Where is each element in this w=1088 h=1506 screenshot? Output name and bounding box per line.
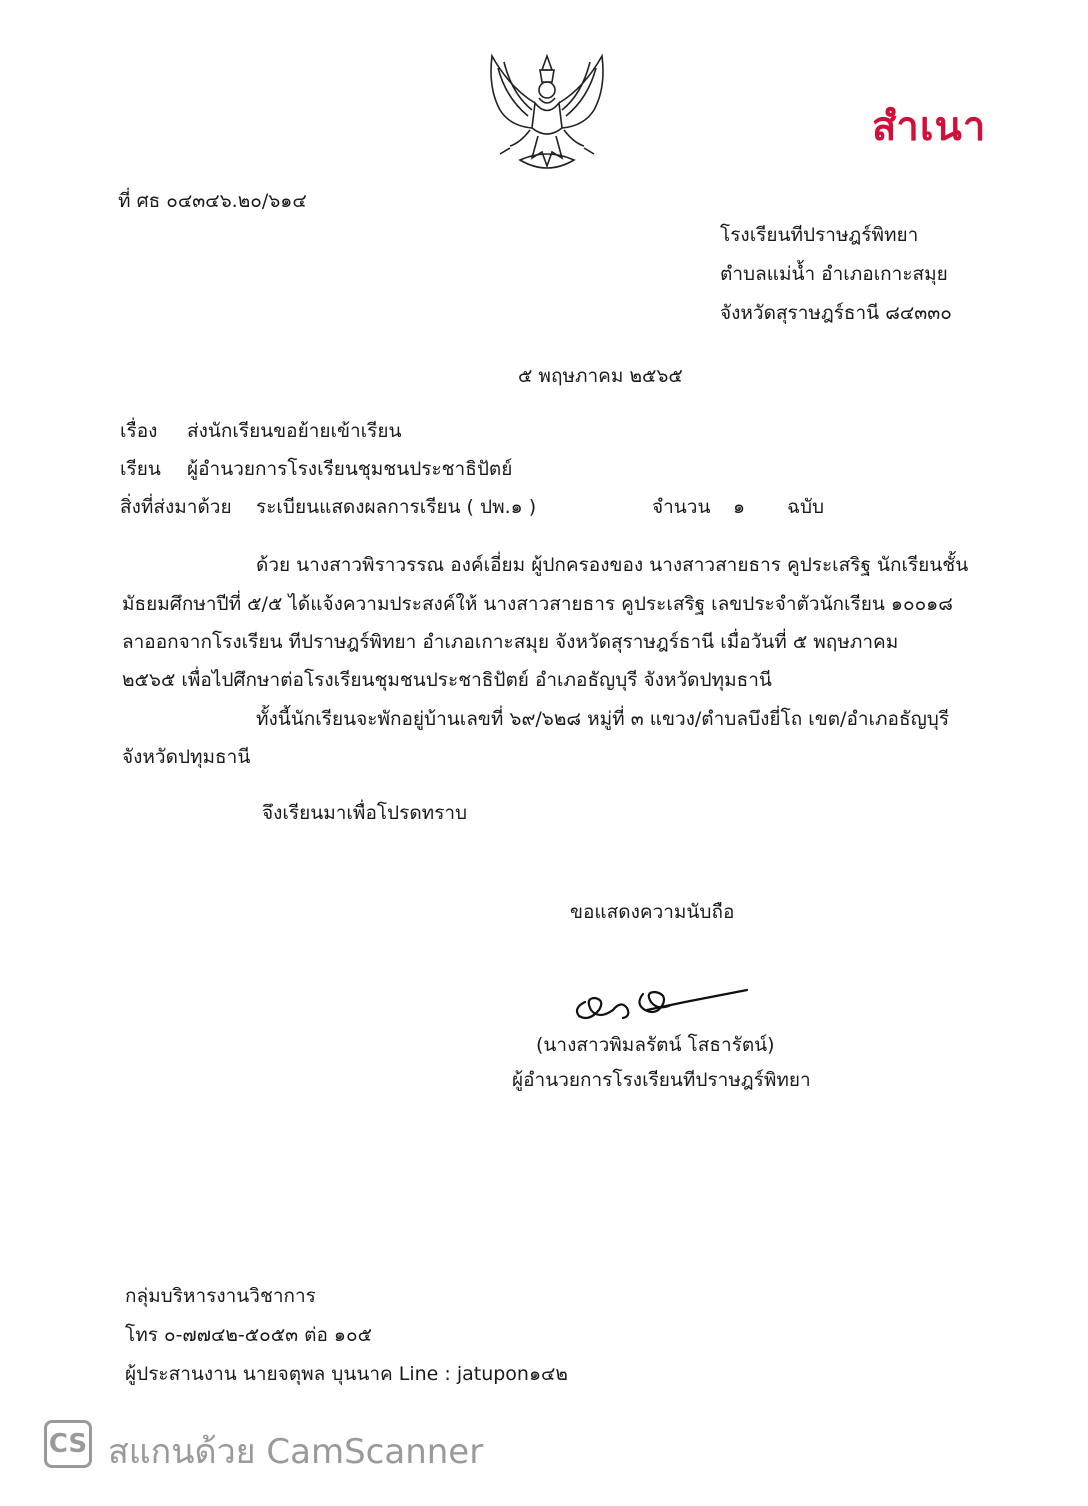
letter-date: ๕ พฤษภาคม ๒๕๖๕ — [518, 365, 683, 387]
subject-text: ส่งนักเรียนขอย้ายเข้าเรียน — [187, 420, 402, 442]
school-subdistrict: ตำบลแม่น้ำ อำเภอเกาะสมุย — [720, 263, 948, 285]
school-province: จังหวัดสุราษฎร์ธานี ๘๔๓๓๐ — [720, 302, 952, 324]
school-name: โรงเรียนทีปราษฎร์พิทยา — [720, 224, 919, 246]
recipient-text: ผู้อำนวยการโรงเรียนชุมชนประชาธิปัตย์ — [187, 458, 513, 480]
recipient-label: เรียน — [120, 458, 161, 480]
body-line: ด้วย นางสาวพิราวรรณ องค์เอี่ยม ผู้ปกครองของ นางสาวสายธาร คูประเสริฐ นักเรียนชั้น — [256, 554, 969, 576]
footer-coordinator: ผู้ประสานงาน นายจตุพล บุนนาค Line : jatupon๑๔๒ — [125, 1363, 568, 1385]
subject-label: เรื่อง — [120, 420, 158, 442]
footer-department: กลุ่มบริหารงานวิชาการ — [125, 1285, 316, 1307]
quantity-value: ๑ — [733, 496, 746, 518]
body-line: ทั้งนี้นักเรียนจะพักอยู่บ้านเลขที่ ๖๙/๖๒๘ หมู่ที่ ๓ แขวง/ตำบลบึงยี่โถ เขต/อำเภอธัญบุรี — [256, 708, 950, 730]
camscanner-logo-icon: CS — [44, 1420, 92, 1468]
enclosure-text: ระเบียนแสดงผลการเรียน ( ปพ.๑ ) — [256, 496, 537, 518]
body-line: มัธยมศึกษาปีที่ ๕/๕ ได้แจ้งความประสงค์ให้ นางสาวสายธาร คูประเสริฐ เลขประจำตัวนักเรียน ๑๐๐๑๘ — [122, 593, 953, 615]
regards-line: ขอแสดงความนับถือ — [570, 901, 735, 923]
garuda-emblem — [480, 48, 615, 183]
footer-phone: โทร ๐-๗๗๔๒-๕๐๕๓ ต่อ ๑๐๕ — [125, 1324, 372, 1346]
body-line: ๒๕๖๕ เพื่อไปศึกษาต่อโรงเรียนชุมชนประชาธิปัตย์ อำเภอธัญบุรี จังหวัดปทุมธานี — [122, 669, 772, 691]
quantity-unit: ฉบับ — [787, 496, 825, 518]
copy-stamp: สำเนา — [872, 103, 987, 150]
handwritten-signature — [565, 980, 755, 1030]
body-line: ลาออกจากโรงเรียน ทีปราษฎร์พิทยา อำเภอเกาะสมุย จังหวัดสุราษฎร์ธานี เมื่อวันที่ ๕ พฤษภาคม — [122, 631, 899, 653]
reference-number: ที่ ศธ ๐๔๓๔๖.๒๐/๖๑๔ — [118, 190, 307, 212]
camscanner-watermark-text: สแกนด้วย CamScanner — [108, 1432, 484, 1472]
signer-name: (นางสาวพิมลรัตน์ โสธารัตน์) — [536, 1034, 775, 1056]
quantity-label: จำนวน — [652, 496, 711, 518]
enclosure-label: สิ่งที่ส่งมาด้วย — [120, 496, 232, 518]
signer-position: ผู้อำนวยการโรงเรียนทีปราษฎร์พิทยา — [512, 1069, 811, 1091]
body-line: จังหวัดปทุมธานี — [122, 746, 251, 768]
closing-line: จึงเรียนมาเพื่อโปรดทราบ — [262, 802, 468, 824]
